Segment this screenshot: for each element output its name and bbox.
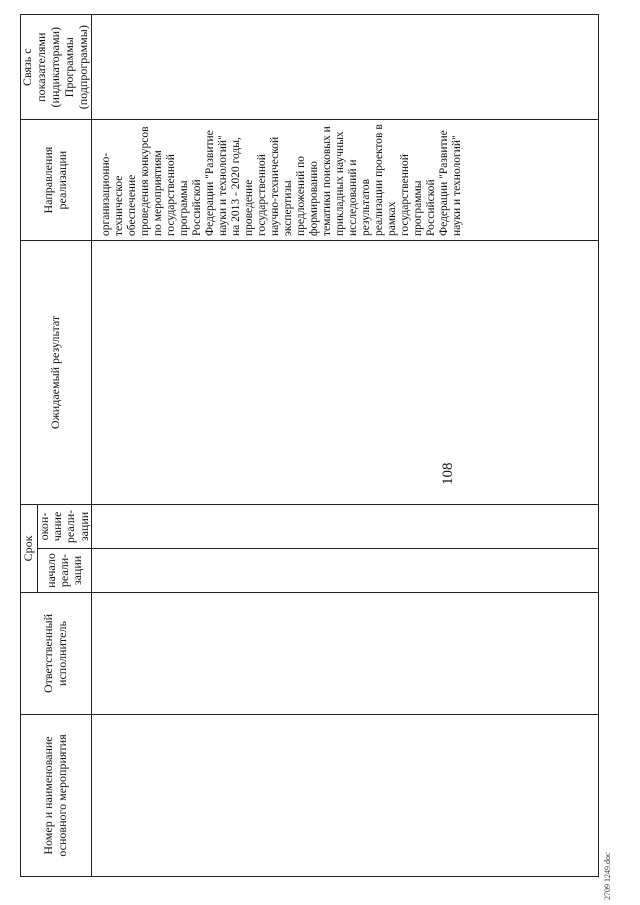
- directions-line: проведение: [242, 179, 255, 236]
- header-term-start-line-1: начало: [43, 553, 58, 588]
- cell-end: [91, 505, 598, 549]
- directions-line: исследований и: [346, 159, 359, 236]
- header-executor-line-2: исполнитель: [54, 621, 69, 686]
- header-measure-line-1: Номер и наименование: [41, 736, 56, 855]
- cell-link: [91, 15, 598, 120]
- directions-line: проведения конкурсов: [138, 126, 151, 236]
- header-term: Срок: [21, 505, 38, 593]
- header-term-end-line-3: реали-: [63, 509, 78, 544]
- header-term-end-line-2: чание: [50, 511, 65, 542]
- directions-line: по мероприятиям: [151, 150, 164, 236]
- header-link-line-3: (индикаторами): [47, 26, 62, 108]
- document-filename: 2709 1249.doc: [603, 852, 612, 900]
- directions-line: научно-технической: [268, 136, 281, 236]
- directions-line: формированию: [307, 161, 320, 236]
- directions-line: Федерации "Развитие: [203, 130, 216, 236]
- activity-table: [20, 14, 599, 877]
- directions-line: прикладных научных: [333, 131, 346, 236]
- directions-line: науки и технологий": [216, 135, 229, 236]
- header-link: [21, 15, 92, 120]
- header-measure-line-2: основного мероприятия: [54, 734, 69, 857]
- header-link-line-5: (подпрограммы): [75, 25, 90, 110]
- header-term-end-line-1: окон-: [37, 512, 51, 541]
- cell-measure: [91, 715, 598, 877]
- header-term-end: [38, 505, 92, 549]
- header-link-line-2: показателями: [34, 32, 49, 102]
- directions-line: Российской: [424, 179, 437, 236]
- cell-executor: [91, 593, 598, 715]
- directions-line: предложений по: [294, 155, 307, 236]
- header-link-line-1: Связь с: [20, 48, 35, 87]
- directions-line: обеспечение: [125, 174, 138, 236]
- directions-line: государственной: [164, 154, 177, 236]
- directions-line: реализации проектов в: [372, 124, 385, 236]
- header-directions-line-2: реализации: [54, 150, 69, 210]
- directions-line: программы: [411, 180, 424, 236]
- directions-line: науки и технологий": [450, 135, 463, 236]
- directions-line: рамках: [385, 201, 398, 236]
- directions-line: результатов: [359, 178, 372, 236]
- header-term-start-line-3: зации: [69, 555, 84, 586]
- directions-line: программы: [177, 180, 190, 236]
- header-result: Ожидаемый результат: [21, 241, 92, 505]
- header-executor-line-1: Ответственный: [41, 613, 56, 694]
- header-link-line-4: Программы: [61, 37, 76, 98]
- directions-line: на 2013 - 2020 годы,: [229, 137, 242, 236]
- directions-line: государственной: [255, 154, 268, 236]
- directions-line: организационно-: [99, 152, 112, 236]
- header-measure: [21, 715, 92, 877]
- directions-line: Федерации "Развитие: [437, 130, 450, 236]
- directions-line: тематики поисковых и: [320, 126, 333, 236]
- cell-start: [91, 549, 598, 593]
- directions-line: экспертизы: [281, 180, 294, 236]
- header-term-end-line-4: зации: [76, 511, 91, 542]
- header-executor: [21, 593, 92, 715]
- page-number: 108: [440, 462, 456, 485]
- cell-directions: [91, 120, 598, 241]
- table-row: [91, 15, 598, 877]
- header-directions-line-1: Направления: [41, 146, 56, 214]
- header-directions: [21, 120, 92, 241]
- cell-result: [91, 241, 598, 505]
- directions-line: техническое: [112, 175, 125, 236]
- header-term-start-line-2: реали-: [56, 553, 71, 588]
- directions-line: Российской: [190, 179, 203, 236]
- directions-line: государственной: [398, 154, 411, 236]
- header-term-start: [38, 549, 92, 593]
